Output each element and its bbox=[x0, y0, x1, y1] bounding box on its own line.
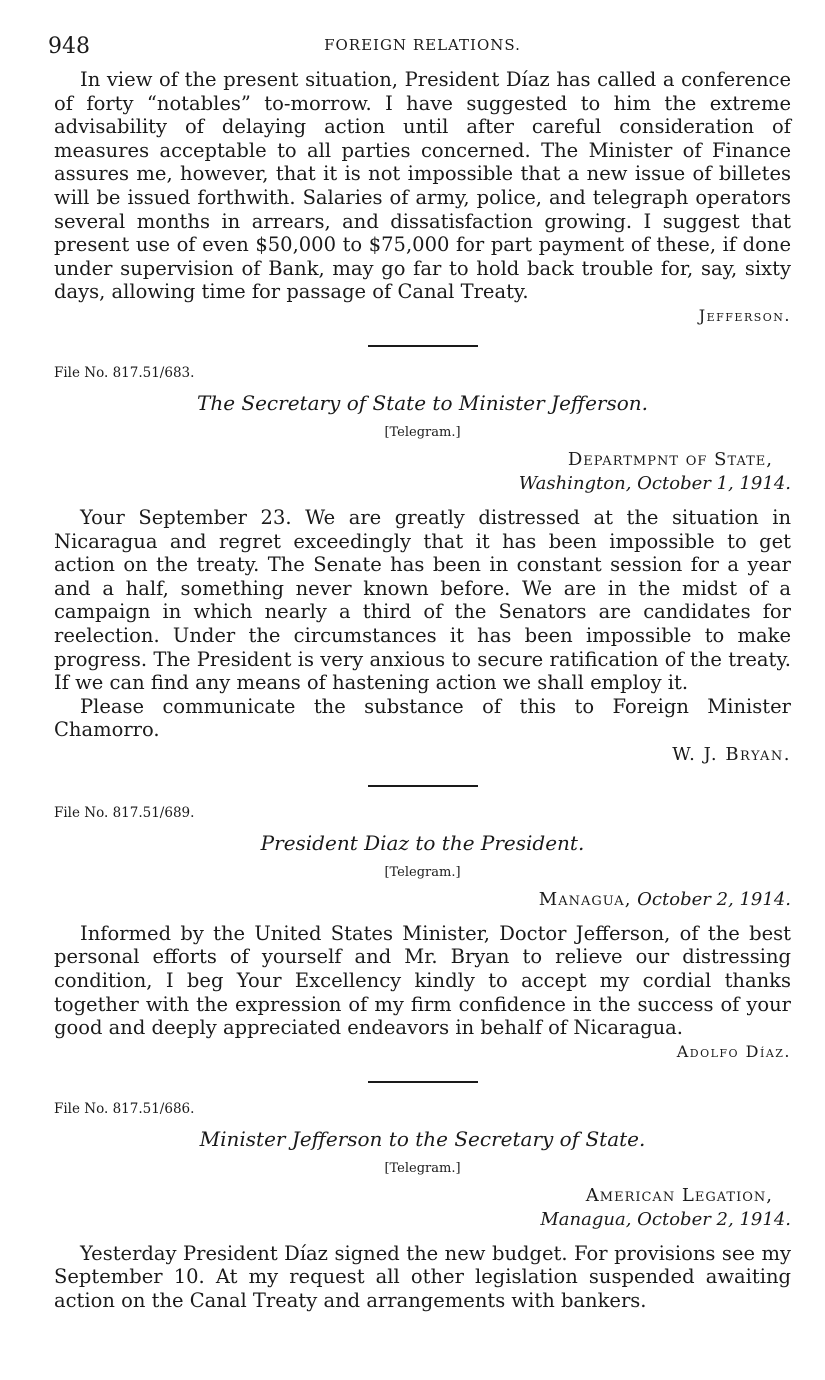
section-jefferson-report bbox=[54, 68, 791, 325]
dateline-place: American Legation, bbox=[585, 1184, 773, 1206]
dateline-date: Managua, October 2, 1914. bbox=[540, 1208, 791, 1230]
dateline-place: Departmpnt of State, bbox=[567, 448, 773, 470]
signature: Adolfo Díaz. bbox=[676, 1041, 791, 1061]
dateline bbox=[54, 1184, 791, 1232]
signature: W. J. Bryan. bbox=[672, 743, 791, 765]
file-number: File No. 817.51/689. bbox=[54, 804, 195, 821]
telegram-label: [Telegram.] bbox=[384, 424, 461, 440]
page-header bbox=[48, 28, 791, 68]
document-title: Minister Jefferson to the Secretary of State. bbox=[199, 1126, 646, 1151]
file-number: File No. 817.51/686. bbox=[54, 1100, 195, 1117]
section-divider bbox=[368, 785, 478, 787]
running-head: FOREIGN RELATIONS. bbox=[324, 36, 521, 54]
section-diaz-telegram bbox=[54, 805, 791, 1061]
body-paragraph: Informed by the United States Minister, Doctor Jefferson, of the best personal efforts of yourself and Mr. Bryan to relieve our distressing condition, I beg Your Excellency kindly to accept my cordial thanks together with the expression of my firm confidence in the success of your good and deeply appreciated endeavors in behalf of Nicaragua. bbox=[54, 921, 791, 1040]
body-paragraph: Please communicate the substance of this to Foreign Minister Chamorro. bbox=[54, 694, 791, 742]
section-divider bbox=[368, 345, 478, 347]
dateline-date: Washington, October 1, 1914. bbox=[518, 472, 791, 494]
document-title: President Diaz to the President. bbox=[260, 830, 585, 855]
dateline-date: October 2, 1914. bbox=[637, 888, 791, 910]
page-number: 948 bbox=[48, 34, 90, 59]
section-jefferson-telegram bbox=[54, 1101, 791, 1313]
telegram-label: [Telegram.] bbox=[384, 864, 461, 880]
telegram-label: [Telegram.] bbox=[384, 1160, 461, 1176]
section-secretary-telegram bbox=[54, 365, 791, 765]
dateline-place: Managua, bbox=[538, 888, 632, 910]
dateline bbox=[54, 888, 791, 912]
file-number: File No. 817.51/683. bbox=[54, 364, 195, 381]
body-paragraph: Your September 23. We are greatly distressed at the situation in Nicaragua and regret exceedingly that it has been impossible to get action on the treaty. The Senate has been in constant session for a year and a half, something never known before. We are in the midst of a campaign in which nearly a third of the Senators are candidates for reelection. Under the circumstances it has been impossible to make progress. The President is very anxious to secure ratification of the treaty. If we can find any means of hastening action we shall employ it. bbox=[54, 505, 791, 695]
section-divider bbox=[368, 1081, 478, 1083]
document-title: The Secretary of State to Minister Jefferson. bbox=[196, 390, 649, 415]
dateline bbox=[54, 448, 791, 496]
body-paragraph: Yesterday President Díaz signed the new budget. For provisions see my September 10. At my request all other legislation suspended awaiting action on the Canal Treaty and arrangements with bankers. bbox=[54, 1241, 791, 1313]
body-paragraph: In view of the present situation, President Díaz has called a conference of forty “notables” to-morrow. I have suggested to him the extreme advisability of delaying action until after careful consideration of measures acceptable to all parties concerned. The Minister of Finance assures me, however, that it is not impossible that a new issue of billetes will be issued forthwith. Salaries of army, police, and telegraph operators several months in arrears, and dissatisfaction growing. I suggest that present use of even $50,000 to $75,000 for part payment of these, if done under supervision of Bank, may go far to hold back trouble for, say, sixty days, allowing time for passage of Canal Treaty. bbox=[54, 68, 791, 304]
signature: Jefferson. bbox=[698, 305, 791, 325]
